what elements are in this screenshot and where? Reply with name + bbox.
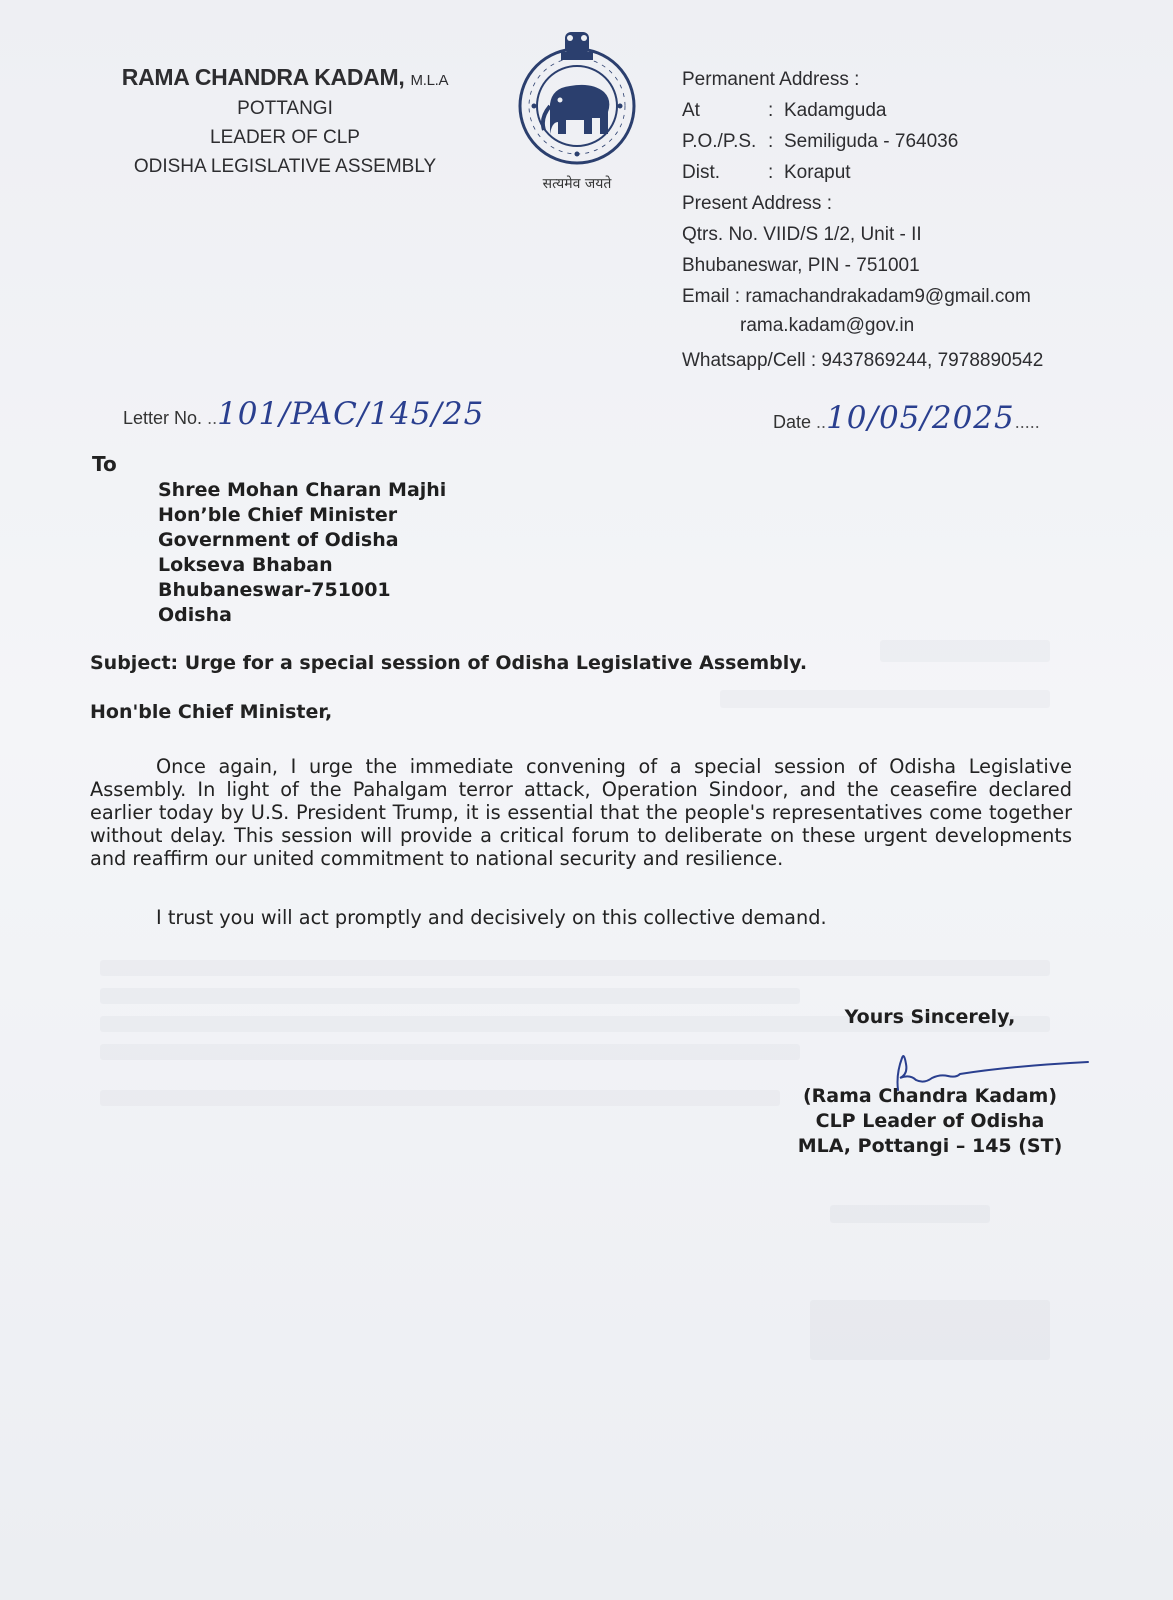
emblem-seal-icon (512, 26, 642, 176)
recipient-name: Shree Mohan Charan Majhi (158, 479, 447, 501)
recipient-government: Government of Odisha (158, 529, 399, 551)
sender-constituency: POTTANGI (237, 98, 333, 119)
letter-date (773, 400, 1040, 436)
dist-label: Dist. (682, 162, 720, 183)
closing-yours: Yours Sincerely, (844, 1006, 1016, 1028)
to-label: To (92, 452, 117, 476)
bleed-through (810, 1300, 1050, 1360)
sender-role: LEADER OF CLP (210, 127, 360, 148)
signature-block (780, 1084, 1080, 1159)
emblem-motto: सत्यमेव जयते (542, 176, 612, 192)
po-label: P.O./P.S. (682, 131, 757, 152)
date-label: Date (773, 412, 812, 432)
bleed-through (830, 1205, 990, 1223)
po-row (682, 126, 1062, 157)
odisha-emblem (512, 26, 642, 196)
recipient-address (158, 478, 446, 628)
sender-name-text: RAMA CHANDRA KADAM, (121, 64, 405, 90)
at-label: At (682, 100, 700, 121)
handwritten-signature (890, 1044, 1090, 1094)
letter-no-label: Letter No. (123, 408, 203, 428)
colon: : (768, 162, 774, 183)
recipient-state: Odisha (158, 604, 232, 626)
dots: ..... (1014, 412, 1040, 432)
letter-paragraph-2: I trust you will act promptly and decisively on this collective demand. (156, 906, 827, 929)
at-row (682, 95, 1062, 126)
letter-salutation: Hon'ble Chief Minister, (90, 701, 333, 723)
dots: .. (207, 408, 218, 428)
bleed-through (100, 988, 800, 1004)
letter-number (123, 396, 484, 432)
po-value: Semiliguda - 764036 (784, 131, 959, 152)
letter-subject: Subject: Urge for a special session of Odisha Legislative Assembly. (90, 652, 808, 674)
sender-name (100, 64, 470, 91)
at-value: Kadamguda (784, 100, 887, 121)
bleed-through (100, 1044, 800, 1060)
bleed-through (100, 960, 1050, 976)
email-primary[interactable]: ramachandrakadam9@gmail.com (745, 286, 1031, 307)
sender-title-suffix: M.L.A (410, 72, 449, 89)
sender-assembly: ODISHA LEGISLATIVE ASSEMBLY (133, 156, 437, 177)
bleed-through (100, 1090, 780, 1106)
dist-row (682, 157, 1062, 188)
signatory-designation: CLP Leader of Odisha (815, 1110, 1045, 1132)
colon: : (768, 131, 774, 152)
qtrs-line: Qtrs. No. VIID/S 1/2, Unit - II (682, 224, 922, 245)
letterhead-sender (100, 64, 470, 178)
phone-line: Whatsapp/Cell : 9437869244, 7978890542 (682, 350, 1044, 371)
letter-no-value: 101/PAC/145/25 (217, 396, 485, 432)
signatory-name: (Rama Chandra Kadam) (802, 1085, 1058, 1107)
letterhead-address (682, 64, 1062, 376)
colon: : (768, 100, 774, 121)
letter-paragraph-1: Once again, I urge the immediate convening of a special session of Odisha Legislative Assembly. In light of the Pahalgam terror attack, Operation Sindoor, and the ceasefire declared earlier today by U.S. President Trump, it is essential that the people's representatives come together without delay. This session will provide a critical forum to deliberate on these urgent developments and reaffirm our united commitment to national security and resilience. (90, 755, 1072, 870)
permanent-address-label: Permanent Address : (682, 69, 860, 90)
email-secondary[interactable]: rama.kadam@gov.in (740, 315, 915, 336)
recipient-city: Bhubaneswar-751001 (158, 579, 391, 601)
city-line: Bhubaneswar, PIN - 751001 (682, 255, 920, 276)
dots: .. (816, 412, 827, 432)
recipient-designation: Hon’ble Chief Minister (158, 504, 398, 526)
email-row (682, 281, 1062, 312)
present-address-label: Present Address : (682, 193, 832, 214)
email-label: Email : (682, 286, 741, 307)
signatory-constituency: MLA, Pottangi – 145 (ST) (797, 1135, 1063, 1157)
dist-value: Koraput (784, 162, 851, 183)
date-value: 10/05/2025 (826, 400, 1015, 436)
recipient-building: Lokseva Bhaban (158, 554, 333, 576)
